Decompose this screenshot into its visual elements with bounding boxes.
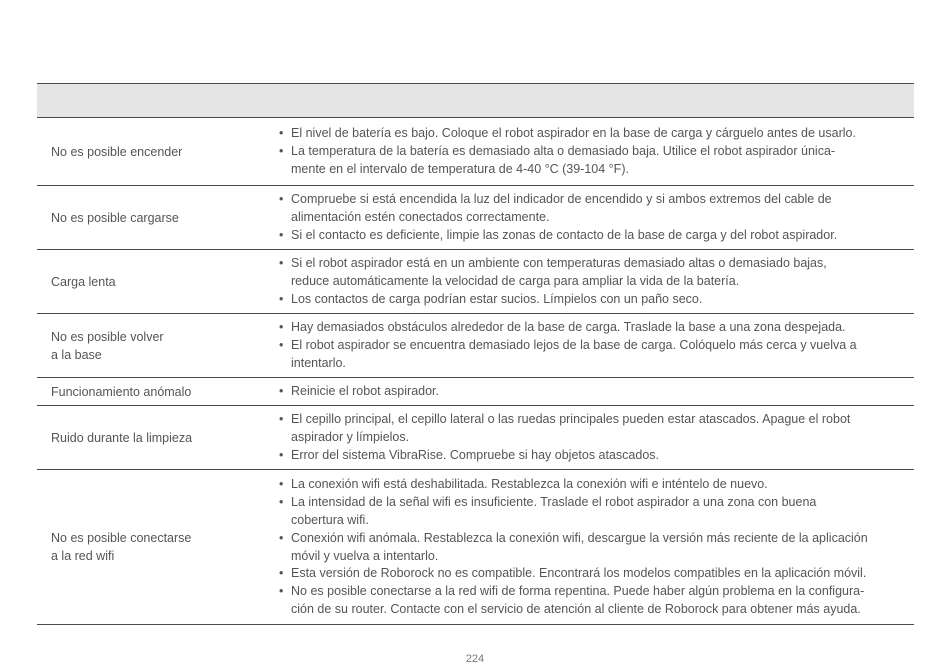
problem-cell (37, 470, 279, 624)
table-header (37, 84, 914, 118)
solution-item (279, 447, 914, 465)
solution-item (279, 476, 914, 494)
problem-cell (37, 378, 279, 405)
solution-line: Hay demasiados obstáculos alrededor de la base de carga. Traslade la base a una zona despejada. (291, 320, 846, 335)
table-row (37, 314, 914, 378)
solutions-cell (279, 406, 914, 469)
table-row (37, 118, 914, 186)
solution-line: mente en el intervalo de temperatura de 4-40 °C (39-104 °F). (291, 161, 629, 176)
solution-item (279, 125, 914, 143)
solutions-cell (279, 470, 914, 624)
page-number: 224 (465, 653, 485, 665)
table-row (37, 406, 914, 470)
table-row (37, 250, 914, 314)
table-row (37, 470, 914, 625)
solution-line: Reinicie el robot aspirador. (291, 383, 439, 398)
bullet-icon: • (279, 477, 284, 492)
bullet-icon: • (279, 126, 284, 141)
bullet-icon: • (279, 192, 284, 207)
solution-item (279, 583, 914, 619)
solution-line: reduce automáticamente la velocidad de carga para ampliar la vida de la batería. (291, 274, 740, 289)
solution-text (291, 565, 914, 583)
bullet-icon: • (279, 338, 284, 353)
bullet-icon: • (279, 584, 284, 599)
solution-item (279, 227, 914, 245)
problem-cell (37, 118, 279, 185)
problem-text: No es posible cargarse (51, 210, 179, 225)
solution-line: La intensidad de la señal wifi es insuficiente. Traslade el robot aspirador a una zona con buena (291, 495, 817, 510)
solutions-cell (279, 378, 914, 405)
solution-item (279, 411, 914, 447)
solution-text (291, 530, 914, 566)
solution-line: No es posible conectarse a la red wifi de forma repentina. Puede haber algún problema en la configura- (291, 584, 865, 599)
solution-line: Si el contacto es deficiente, limpie las zonas de contacto de la base de carga y del robot aspirador. (291, 227, 838, 242)
solution-line: Error del sistema VibraRise. Compruebe si hay objetos atascados. (291, 447, 659, 462)
solution-line: móvil y vuelva a intentarlo. (291, 548, 439, 563)
table-row (37, 378, 914, 406)
solution-line: El robot aspirador se encuentra demasiado lejos de la base de carga. Colóquelo más cerca y vuelva a (291, 338, 857, 353)
bullet-icon: • (279, 144, 284, 159)
bullet-icon: • (279, 256, 284, 271)
problem-text: No es posible volver (51, 329, 164, 344)
problem-cell (37, 406, 279, 469)
solution-item (279, 319, 914, 337)
solution-item (279, 191, 914, 227)
solution-item (279, 383, 914, 401)
solution-line: El nivel de batería es bajo. Coloque el robot aspirador en la base de carga y cárguelo antes de usarlo. (291, 126, 856, 141)
bullet-icon: • (279, 495, 284, 510)
solution-line: intentarlo. (291, 355, 346, 370)
problem-cell (37, 186, 279, 249)
solutions-cell (279, 186, 914, 249)
solution-text (291, 227, 914, 245)
problem-cell (37, 250, 279, 313)
solution-item (279, 143, 914, 179)
solution-line: Si el robot aspirador está en un ambiente con temperaturas demasiado altas o demasiado bajas, (291, 256, 827, 271)
bullet-icon: • (279, 566, 284, 581)
bullet-icon: • (279, 227, 284, 242)
solution-text (291, 583, 914, 619)
table-body (37, 118, 914, 625)
solutions-cell (279, 118, 914, 185)
solution-text (291, 476, 914, 494)
bullet-icon: • (279, 291, 284, 306)
problem-text: Carga lenta (51, 274, 116, 289)
solution-line: Los contactos de carga podrían estar sucios. Límpielos con un paño seco. (291, 291, 703, 306)
bullet-icon: • (279, 412, 284, 427)
solution-line: ción de su router. Contacte con el servicio de atención al cliente de Roborock para obtener más ayuda. (291, 601, 861, 616)
solution-text (291, 255, 914, 291)
solution-item (279, 530, 914, 566)
solution-text (291, 143, 914, 179)
solution-line: Compruebe si está encendida la luz del indicador de encendido y si ambos extremos del cable de (291, 192, 832, 207)
solution-line: aspirador y límpielos. (291, 430, 410, 445)
solutions-cell (279, 250, 914, 313)
solution-text (291, 494, 914, 530)
solution-text (291, 125, 914, 143)
solution-line: alimentación estén conectados correctamente. (291, 210, 550, 225)
solution-line: El cepillo principal, el cepillo lateral o las ruedas principales pueden estar atascados. Apague el robot (291, 412, 851, 427)
solution-line: Esta versión de Roborock no es compatible. Encontrará los modelos compatibles en la aplicación móvil. (291, 566, 867, 581)
solution-text (291, 191, 914, 227)
bullet-icon: • (279, 320, 284, 335)
bullet-icon: • (279, 383, 284, 398)
solution-item (279, 291, 914, 309)
problem-text: No es posible encender (51, 144, 183, 159)
bullet-icon: • (279, 530, 284, 545)
troubleshooting-table (37, 83, 914, 625)
bullet-icon: • (279, 447, 284, 462)
solution-line: La conexión wifi está deshabilitada. Restablezca la conexión wifi e inténtelo de nuevo. (291, 477, 768, 492)
table-row (37, 186, 914, 250)
solution-text (291, 319, 914, 337)
solution-line: cobertura wifi. (291, 512, 369, 527)
problem-text: a la red wifi (51, 549, 115, 563)
solution-text (291, 383, 914, 401)
solution-item (279, 565, 914, 583)
solution-line: Conexión wifi anómala. Restablezca la conexión wifi, descargue la versión más reciente de la aplicación (291, 530, 868, 545)
solution-item (279, 255, 914, 291)
problem-text: Ruido durante la limpieza (51, 430, 193, 445)
solution-item (279, 337, 914, 373)
problem-cell (37, 314, 279, 377)
solution-text (291, 291, 914, 309)
solutions-cell (279, 314, 914, 377)
problem-text: a la base (51, 347, 102, 362)
problem-text: No es posible conectarse (51, 531, 192, 545)
solution-text (291, 411, 914, 447)
solution-text (291, 447, 914, 465)
problem-text: Funcionamiento anómalo (51, 384, 192, 399)
solution-item (279, 494, 914, 530)
solution-line: La temperatura de la batería es demasiado alta o demasiado baja. Utilice el robot aspirador única- (291, 144, 836, 159)
solution-text (291, 337, 914, 373)
